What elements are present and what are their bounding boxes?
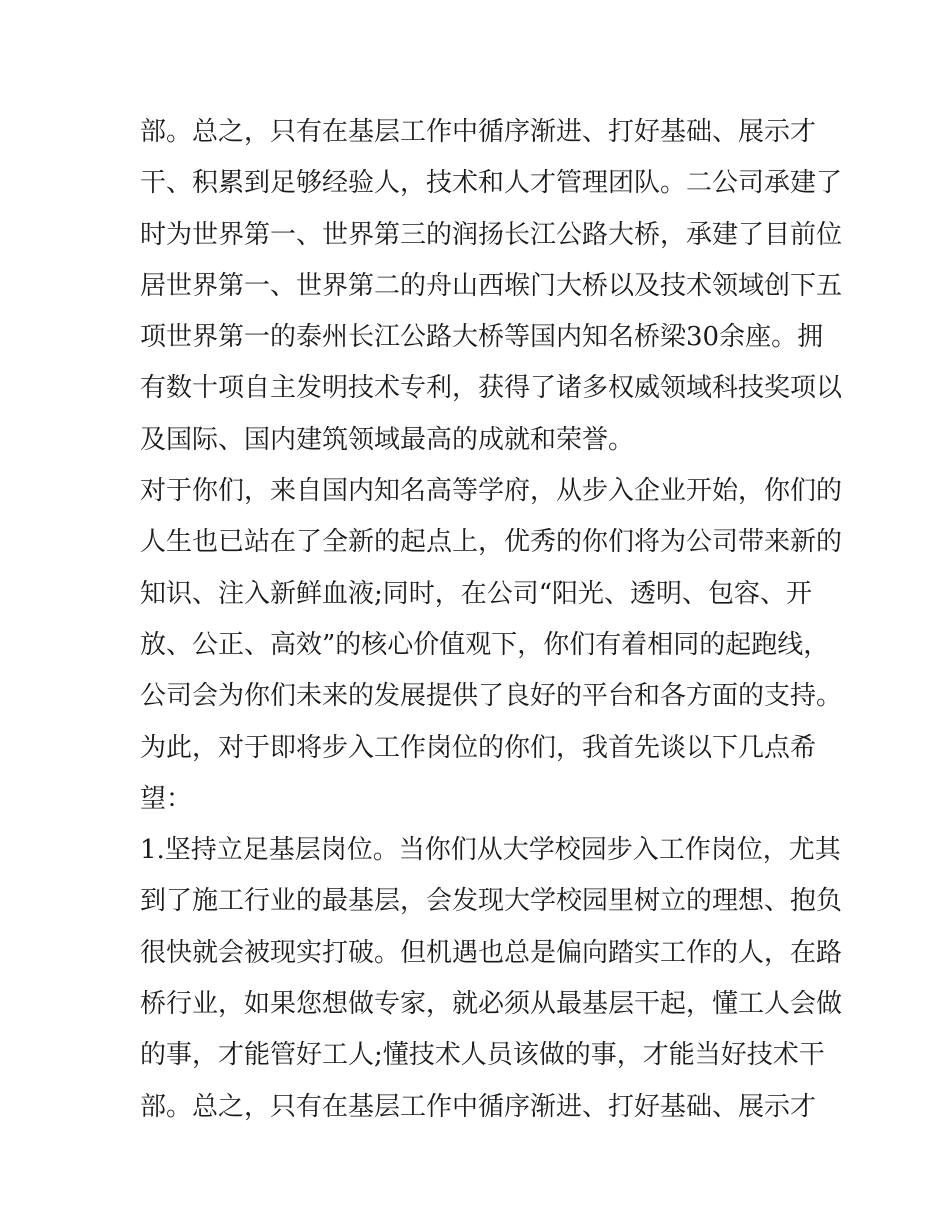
- text-line: 的事，才能管好工人;懂技术人员该做的事，才能当好技术干: [140, 1040, 825, 1071]
- text-line: 有数十项自主发明技术专利，获得了诸多权威领域科技奖项以: [140, 373, 843, 404]
- text-line: 时为世界第一、世界第三的润扬长江公路大桥，承建了目前位: [140, 219, 843, 250]
- text-line: 人生也已站在了全新的起点上，优秀的你们将为公司带来新的: [140, 527, 843, 558]
- text-line: 知识、注入新鲜血液;同时，在公司“阳光、透明、包容、开: [140, 578, 813, 609]
- text-line: 放、公正、高效”的核心价值观下，你们有着相同的起跑线，: [140, 629, 830, 660]
- text-line: 及国际、国内建筑领域最高的成就和荣誉。: [140, 424, 635, 455]
- text-line: 对于你们，来自国内知名高等学府，从步入企业开始，你们的: [140, 476, 843, 507]
- text-line: 部。总之，只有在基层工作中循序渐进、打好基础、展示才: [140, 117, 817, 147]
- text-line: 公司会为你们未来的发展提供了良好的平台和各方面的支持。: [140, 681, 843, 712]
- text-line: 居世界第一、世界第二的舟山西堠门大桥以及技术领域创下五: [140, 270, 843, 301]
- text-line: 部。总之，只有在基层工作中循序渐进、打好基础、展示才: [140, 1091, 817, 1122]
- text-line: 很快就会被现实打破。但机遇也总是偏向踏实工作的人，在路: [140, 937, 843, 968]
- text-line: 为此，对于即将步入工作岗位的你们，我首先谈以下几点希: [140, 732, 817, 763]
- text-line: 桥行业，如果您想做专家，就必须从最基层干起，懂工人会做: [140, 989, 843, 1020]
- text-line: 干、积累到足够经验人，技术和人才管理团队。二公司承建了: [140, 168, 843, 199]
- text-line: 项世界第一的泰州长江公路大桥等国内知名桥梁30余座。拥: [140, 322, 824, 353]
- text-line: 1.坚持立足基层岗位。当你们从大学校园步入工作岗位，尤其: [140, 835, 841, 866]
- text-line: 到了施工行业的最基层，会发现大学校园里树立的理想、抱负: [140, 886, 843, 917]
- text-line: 望：: [140, 783, 193, 814]
- body-text: [140, 107, 843, 1133]
